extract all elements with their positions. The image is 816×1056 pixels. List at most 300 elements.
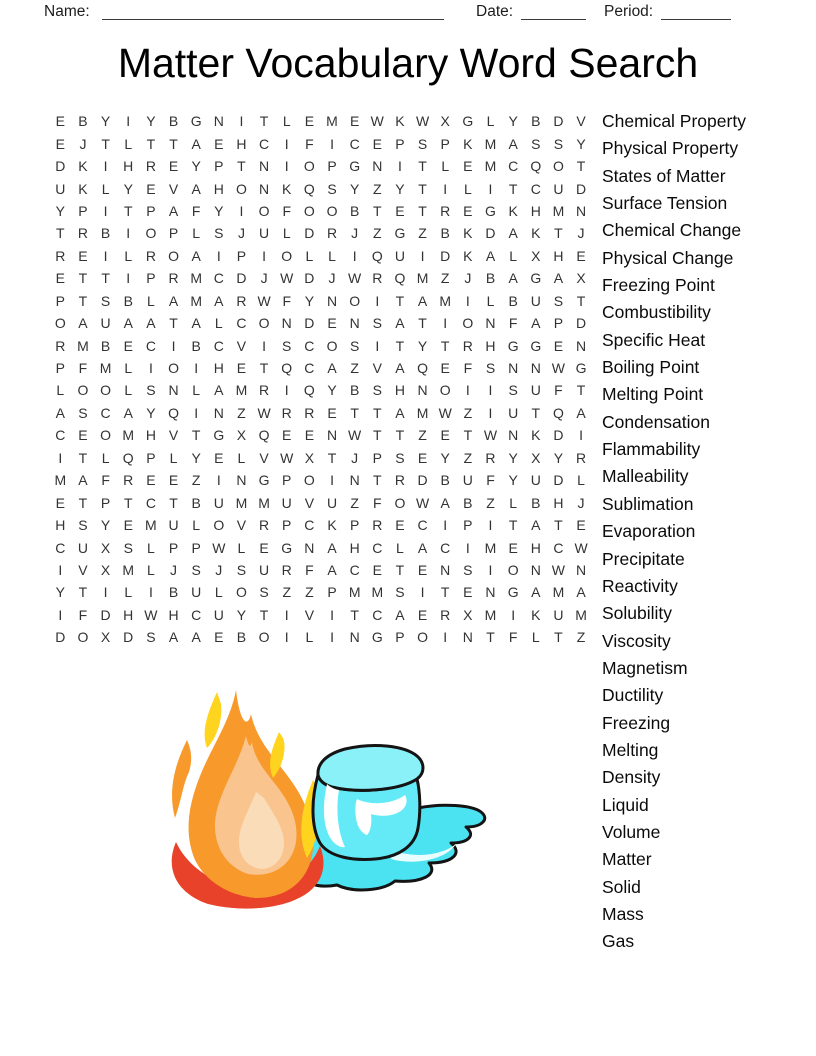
grid-cell-r8-c3: T [101, 270, 110, 287]
grid-cell-r24-c10: O [258, 629, 270, 646]
grid-cell-r17-c4: R [123, 472, 134, 489]
grid-cell-r16-c5: P [146, 449, 156, 466]
grid-cell-r8-c4: I [126, 270, 131, 287]
grid-cell-r2-c7: A [191, 135, 201, 152]
grid-cell-r20-c21: E [508, 539, 518, 556]
grid-cell-r24-c14: N [349, 629, 360, 646]
grid-cell-r1-c3: Y [100, 113, 111, 130]
grid-cell-r15-c24: I [579, 427, 583, 444]
grid-cell-r6-c9: J [237, 225, 245, 242]
grid-cell-r7-c6: O [168, 247, 179, 264]
grid-cell-r6-c8: S [214, 225, 224, 242]
grid-cell-r9-c17: A [417, 292, 428, 309]
grid-cell-r15-c8: G [213, 427, 225, 444]
grid-cell-r21-c8: J [215, 561, 223, 578]
grid-cell-r6-c17: Z [418, 225, 427, 242]
grid-cell-r5-c2: P [78, 202, 88, 219]
grid-cell-r9-c14: O [349, 292, 361, 309]
grid-cell-r20-c23: C [553, 539, 564, 556]
grid-cell-r18-c5: C [145, 494, 156, 511]
grid-cell-r11-c17: Y [417, 337, 428, 354]
grid-cell-r21-c22: N [530, 561, 541, 578]
grid-cell-r6-c2: R [77, 225, 89, 242]
grid-cell-r1-c12: E [304, 113, 315, 130]
grid-cell-r13-c21: S [508, 382, 518, 399]
grid-cell-r23-c2: F [78, 606, 88, 623]
grid-cell-r1-c8: N [213, 113, 224, 130]
grid-cell-r11-c10: I [262, 337, 267, 354]
grid-cell-r11-c4: E [123, 337, 133, 354]
grid-cell-r4-c9: O [236, 180, 247, 197]
grid-cell-r23-c17: E [417, 606, 428, 623]
grid-cell-r6-c10: U [259, 225, 270, 242]
grid-cell-r15-c20: W [483, 427, 498, 444]
grid-cell-r15-c17: Z [418, 427, 427, 444]
grid-cell-r17-c24: L [577, 472, 585, 489]
grid-cell-r14-c23: Q [552, 404, 564, 421]
word-list-item: Melting [602, 739, 659, 760]
grid-cell-r3-c4: H [123, 158, 134, 175]
grid-cell-r23-c1: I [58, 606, 63, 623]
grid-cell-r21-c21: O [507, 561, 519, 578]
grid-cell-r6-c4: I [126, 225, 131, 242]
grid-cell-r16-c6: L [169, 449, 178, 466]
grid-cell-r17-c22: U [530, 472, 541, 489]
grid-cell-r22-c1: Y [55, 584, 65, 601]
grid-cell-r9-c13: N [326, 292, 338, 309]
grid-cell-r12-c6: O [168, 360, 179, 377]
grid-cell-r24-c6: A [168, 629, 179, 646]
grid-cell-r1-c7: G [190, 113, 202, 130]
grid-cell-r11-c18: T [440, 337, 450, 354]
grid-cell-r5-c1: Y [55, 202, 65, 219]
grid-cell-r3-c2: K [78, 158, 88, 175]
grid-cell-r17-c12: O [303, 472, 315, 489]
grid-cell-r19-c24: E [576, 517, 586, 534]
grid-cell-r8-c14: W [348, 270, 362, 287]
grid-cell-r6-c21: A [508, 225, 518, 242]
grid-cell-r8-c16: Q [394, 270, 406, 287]
grid-cell-r20-c13: A [327, 539, 337, 556]
grid-cell-r10-c16: A [395, 315, 405, 332]
grid-cell-r9-c19: I [465, 292, 470, 309]
grid-cell-r16-c12: X [304, 449, 315, 466]
grid-cell-r15-c5: H [145, 427, 156, 444]
grid-cell-r16-c16: S [395, 449, 405, 466]
grid-cell-r5-c4: T [123, 202, 133, 219]
grid-cell-r16-c9: L [237, 449, 246, 466]
grid-cell-r24-c18: I [443, 629, 448, 646]
grid-cell-r21-c10: U [259, 561, 270, 578]
word-list-item: Freezing [602, 712, 671, 733]
grid-cell-r6-c1: T [56, 225, 65, 242]
grid-cell-r17-c19: U [462, 472, 473, 489]
grid-cell-r8-c22: G [530, 270, 542, 287]
word-list-item: Density [602, 767, 661, 788]
grid-cell-r13-c24: T [576, 382, 586, 399]
grid-cell-r21-c14: C [349, 561, 360, 578]
grid-cell-r3-c19: E [463, 158, 473, 175]
grid-cell-r14-c16: A [395, 404, 405, 421]
grid-cell-r8-c1: E [55, 270, 65, 287]
grid-cell-r18-c17: W [415, 494, 430, 511]
grid-cell-r21-c7: S [191, 561, 201, 578]
word-list-item: Ductility [602, 685, 664, 706]
grid-cell-r24-c5: S [146, 629, 156, 646]
grid-cell-r12-c21: N [508, 360, 519, 377]
period-label: Period: [604, 3, 654, 20]
grid-cell-r21-c11: R [281, 561, 292, 578]
grid-cell-r22-c3: I [103, 584, 108, 601]
grid-cell-r9-c15: I [375, 292, 380, 309]
grid-cell-r13-c3: O [100, 382, 112, 399]
grid-cell-r24-c11: I [284, 629, 289, 646]
grid-cell-r22-c5: I [148, 584, 153, 601]
word-list-item: Combustibility [602, 302, 711, 323]
grid-cell-r9-c20: L [486, 292, 495, 309]
grid-cell-r12-c17: Q [417, 360, 429, 377]
grid-cell-r5-c11: F [282, 202, 291, 219]
word-list-item: States of Matter [602, 165, 726, 186]
grid-cell-r18-c9: M [235, 494, 248, 511]
grid-cell-r15-c23: D [553, 427, 564, 444]
grid-cell-r20-c19: I [465, 539, 470, 556]
grid-cell-r20-c24: W [574, 539, 588, 556]
grid-cell-r1-c9: I [239, 113, 244, 130]
word-list-item: Gas [602, 931, 635, 952]
grid-cell-r6-c24: J [577, 225, 585, 242]
grid-cell-r9-c22: U [530, 292, 541, 309]
grid-cell-r8-c5: P [146, 270, 156, 287]
grid-cell-r8-c20: B [485, 270, 496, 287]
grid-cell-r7-c4: L [124, 247, 133, 264]
grid-cell-r18-c19: B [463, 494, 473, 511]
grid-cell-r7-c23: H [553, 247, 564, 264]
grid-cell-r10-c11: N [281, 315, 292, 332]
grid-cell-r24-c4: D [123, 629, 134, 646]
grid-cell-r12-c24: G [575, 360, 587, 377]
grid-cell-r16-c13: T [327, 449, 337, 466]
grid-cell-r10-c23: P [553, 315, 564, 332]
grid-cell-r17-c23: D [553, 472, 564, 489]
header [0, 0, 816, 26]
grid-cell-r1-c21: Y [508, 113, 518, 130]
grid-cell-r24-c17: O [417, 629, 429, 646]
grid-cell-r1-c1: E [55, 113, 65, 130]
grid-cell-r19-c19: P [463, 517, 473, 534]
grid-cell-r19-c15: R [372, 517, 383, 534]
grid-cell-r21-c2: V [78, 561, 88, 578]
grid-cell-r5-c7: F [191, 202, 201, 219]
grid-cell-r23-c22: K [531, 606, 541, 623]
word-list-item: Melting Point [602, 384, 704, 405]
grid-cell-r17-c9: N [236, 472, 247, 489]
grid-cell-r22-c24: A [576, 584, 586, 601]
grid-cell-r14-c1: A [55, 404, 65, 421]
grid-cell-r12-c8: H [213, 360, 224, 377]
grid-cell-r20-c5: L [146, 539, 155, 556]
grid-cell-r8-c23: A [553, 270, 564, 287]
grid-cell-r13-c18: O [439, 382, 451, 399]
grid-cell-r10-c6: T [169, 315, 178, 332]
grid-cell-r8-c13: J [328, 270, 336, 287]
grid-cell-r13-c11: I [284, 382, 289, 399]
grid-cell-r14-c7: I [194, 404, 199, 421]
grid-cell-r23-c16: A [395, 606, 405, 623]
grid-cell-r16-c21: Y [508, 449, 518, 466]
grid-cell-r5-c6: A [168, 202, 179, 219]
grid-cell-r12-c19: F [463, 360, 473, 377]
grid-cell-r14-c12: R [304, 404, 315, 421]
grid-cell-r13-c13: Y [327, 382, 337, 399]
grid-cell-r19-c2: S [78, 517, 88, 534]
grid-cell-r18-c18: A [440, 494, 450, 511]
grid-cell-r23-c21: I [511, 606, 516, 623]
word-list-item: Magnetism [602, 657, 688, 678]
grid-cell-r17-c18: B [440, 472, 450, 489]
grid-cell-r1-c17: W [415, 113, 430, 130]
grid-cell-r3-c7: Y [191, 158, 201, 175]
grid-cell-r14-c17: M [416, 404, 429, 421]
grid-cell-r12-c9: E [236, 360, 247, 377]
grid-cell-r18-c15: F [373, 494, 382, 511]
grid-cell-r3-c14: G [349, 158, 361, 175]
grid-cell-r10-c20: N [485, 315, 496, 332]
grid-cell-r5-c3: I [103, 202, 108, 219]
grid-cell-r1-c24: V [576, 113, 586, 130]
grid-cell-r7-c22: X [531, 247, 541, 264]
grid-cell-r10-c8: L [214, 315, 223, 332]
grid-cell-r3-c21: C [508, 158, 519, 175]
grid-cell-r21-c23: W [551, 561, 566, 578]
grid-cell-r11-c24: N [575, 337, 587, 354]
grid-cell-r15-c16: T [395, 427, 405, 444]
grid-cell-r5-c15: T [373, 202, 382, 219]
grid-cell-r18-c14: Z [350, 494, 359, 511]
word-list-item: Sublimation [602, 493, 694, 514]
grid-cell-r17-c5: E [146, 472, 156, 489]
grid-cell-r7-c19: K [463, 247, 473, 264]
word-list-item: Physical Change [602, 247, 734, 268]
grid-cell-r14-c13: E [327, 404, 337, 421]
grid-cell-r11-c3: B [100, 337, 111, 354]
grid-cell-r17-c21: Y [508, 472, 518, 489]
grid-cell-r4-c14: Y [349, 180, 360, 197]
grid-cell-r20-c10: E [259, 539, 269, 556]
grid-cell-r9-c4: B [123, 292, 133, 309]
grid-cell-r3-c9: T [237, 158, 246, 175]
period-blank-line [661, 3, 731, 20]
grid-cell-r5-c23: M [552, 202, 565, 219]
grid-cell-r4-c18: I [443, 180, 448, 197]
grid-cell-r22-c9: O [236, 584, 247, 601]
grid-cell-r24-c22: L [531, 629, 540, 646]
grid-cell-r23-c18: R [440, 606, 451, 623]
grid-cell-r2-c13: I [330, 135, 334, 152]
grid-cell-r8-c11: W [280, 270, 294, 287]
grid-cell-r9-c21: B [508, 292, 518, 309]
word-list-item: Malleability [602, 466, 689, 487]
grid-cell-r22-c19: E [463, 584, 473, 601]
grid-cell-r19-c6: U [168, 517, 179, 534]
grid-cell-r13-c8: A [214, 382, 224, 399]
grid-cell-r3-c11: I [284, 158, 289, 175]
date-blank-line [521, 3, 586, 20]
grid-cell-r24-c9: B [236, 629, 247, 646]
grid-cell-r12-c7: I [194, 360, 199, 377]
grid-cell-r21-c16: T [395, 561, 405, 578]
grid-cell-r3-c8: P [214, 158, 224, 175]
grid-cell-r21-c4: M [122, 561, 135, 578]
grid-cell-r5-c22: H [530, 202, 541, 219]
word-list-item: Volume [602, 821, 661, 842]
word-list-item: Chemical Change [602, 220, 742, 241]
grid-cell-r8-c18: Z [440, 270, 450, 287]
grid-cell-r14-c3: C [100, 404, 111, 421]
grid-cell-r21-c19: S [463, 561, 473, 578]
fire-and-ice-illustration [160, 680, 500, 910]
grid-cell-r13-c17: N [417, 382, 428, 399]
grid-cell-r21-c9: S [236, 561, 247, 578]
grid-cell-r12-c16: A [395, 360, 405, 377]
grid-cell-r3-c17: T [418, 158, 427, 175]
grid-cell-r4-c17: T [418, 180, 427, 197]
grid-cell-r9-c5: L [146, 292, 155, 309]
grid-cell-r23-c24: M [575, 606, 587, 623]
grid-cell-r10-c22: A [531, 315, 541, 332]
grid-cell-r12-c3: M [99, 360, 112, 377]
grid-cell-r6-c15: Z [373, 225, 382, 242]
grid-cell-r22-c6: B [168, 584, 179, 601]
grid-cell-r5-c24: N [575, 202, 587, 219]
grid-cell-r7-c10: I [262, 247, 267, 264]
grid-cell-r21-c6: J [170, 561, 178, 578]
grid-cell-r22-c18: T [440, 584, 450, 601]
grid-cell-r22-c20: N [485, 584, 496, 601]
grid-cell-r17-c14: N [349, 472, 360, 489]
grid-cell-r14-c8: N [213, 404, 224, 421]
word-list-item: Freezing Point [602, 275, 715, 296]
word-list-item: Boiling Point [602, 357, 700, 378]
grid-cell-r4-c21: T [508, 180, 518, 197]
grid-cell-r8-c19: J [464, 270, 472, 287]
grid-cell-r18-c13: U [326, 494, 338, 511]
grid-cell-r18-c6: T [169, 494, 178, 511]
grid-cell-r16-c8: E [214, 449, 224, 466]
grid-cell-r16-c17: E [417, 449, 428, 466]
grid-cell-r7-c9: P [236, 247, 247, 264]
grid-cell-r1-c4: I [126, 113, 131, 130]
grid-cell-r17-c3: F [101, 472, 110, 489]
grid-cell-r15-c19: T [463, 427, 473, 444]
grid-cell-r17-c1: M [54, 472, 67, 489]
grid-cell-r14-c14: T [350, 404, 359, 421]
grid-cell-r13-c12: Q [303, 382, 315, 399]
grid-cell-r4-c5: E [146, 180, 156, 197]
grid-cell-r24-c16: P [395, 629, 405, 646]
grid-cell-r19-c3: Y [100, 517, 111, 534]
grid-cell-r4-c20: I [488, 180, 493, 197]
grid-cell-r24-c13: I [330, 629, 334, 646]
grid-cell-r19-c4: E [123, 517, 133, 534]
grid-cell-r20-c6: P [168, 539, 179, 556]
grid-cell-r2-c3: T [101, 135, 110, 152]
grid-cell-r12-c23: W [551, 360, 566, 377]
grid-cell-r16-c14: J [351, 449, 359, 466]
grid-cell-r3-c15: N [372, 158, 383, 175]
grid-cell-r17-c16: R [394, 472, 405, 489]
grid-cell-r5-c8: Y [214, 202, 224, 219]
grid-cell-r2-c11: I [284, 135, 289, 152]
grid-cell-r10-c17: T [418, 315, 427, 332]
grid-cell-r19-c22: A [531, 517, 541, 534]
grid-cell-r5-c5: P [146, 202, 156, 219]
grid-cell-r14-c9: Z [237, 404, 246, 421]
grid-cell-r12-c4: L [124, 360, 133, 377]
grid-cell-r5-c9: I [239, 202, 244, 219]
grid-cell-r4-c8: H [213, 180, 224, 197]
grid-cell-r23-c8: U [213, 606, 224, 623]
grid-cell-r22-c2: T [78, 584, 88, 601]
grid-cell-r20-c17: A [417, 539, 428, 556]
grid-cell-r8-c8: C [213, 270, 224, 287]
word-list-item: Viscosity [602, 630, 671, 651]
grid-cell-r22-c10: S [259, 584, 269, 601]
grid-cell-r5-c10: O [258, 202, 270, 219]
grid-cell-r11-c6: I [171, 337, 176, 354]
word-search-grid [49, 110, 592, 649]
grid-cell-r20-c14: H [349, 539, 360, 556]
word-list-item: Chemical Property [602, 111, 746, 131]
grid-cell-r11-c15: I [375, 337, 380, 354]
grid-cell-r11-c16: T [395, 337, 405, 354]
grid-cell-r16-c22: X [531, 449, 541, 466]
word-list-item: Solubility [602, 603, 673, 624]
grid-cell-r14-c10: W [257, 404, 271, 421]
grid-cell-r20-c3: X [100, 539, 111, 556]
grid-cell-r5-c19: E [463, 202, 473, 219]
grid-cell-r4-c19: L [463, 180, 472, 197]
grid-cell-r2-c22: S [531, 135, 541, 152]
grid-cell-r20-c1: C [55, 539, 66, 556]
grid-cell-r7-c13: L [328, 247, 336, 264]
grid-cell-r22-c14: M [348, 584, 361, 601]
grid-cell-r20-c11: G [281, 539, 293, 556]
grid-cell-r22-c22: A [531, 584, 541, 601]
grid-cell-r16-c3: L [101, 449, 110, 466]
grid-cell-r24-c23: T [554, 629, 563, 646]
grid-cell-r3-c10: N [259, 158, 270, 175]
grid-cell-r9-c1: P [55, 292, 65, 309]
grid-cell-r15-c9: X [236, 427, 247, 444]
grid-cell-r19-c16: E [395, 517, 405, 534]
grid-cell-r21-c18: N [440, 561, 451, 578]
grid-cell-r6-c16: G [394, 225, 406, 242]
grid-cell-r7-c14: I [352, 247, 357, 264]
grid-cell-r6-c12: D [304, 225, 315, 242]
grid-cell-r11-c8: C [213, 337, 224, 354]
word-list-item: Surface Tension [602, 193, 728, 214]
grid-cell-r14-c19: Z [463, 404, 473, 421]
grid-cell-r18-c10: M [258, 494, 270, 511]
grid-cell-r11-c22: G [530, 337, 542, 354]
grid-cell-r15-c1: C [55, 427, 66, 444]
grid-cell-r3-c3: I [103, 158, 108, 175]
grid-cell-r4-c6: V [168, 180, 179, 197]
grid-cell-r24-c3: X [100, 629, 111, 646]
grid-cell-r17-c6: E [168, 472, 179, 489]
grid-cell-r22-c12: Z [305, 584, 314, 601]
